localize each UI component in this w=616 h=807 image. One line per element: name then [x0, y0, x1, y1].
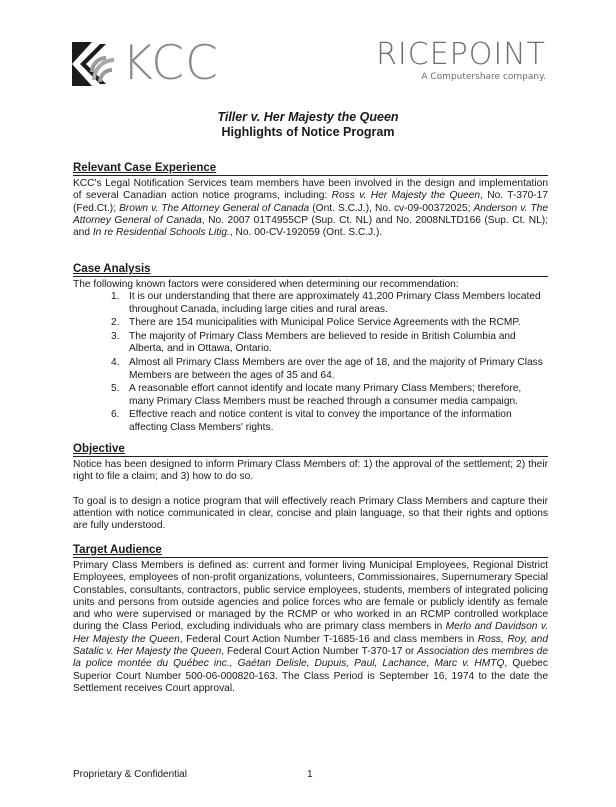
factor-number: 3.: [111, 331, 120, 343]
text-run: , Federal Court Action Number T-1685-16 and class members in: [179, 633, 478, 645]
document-title: [0, 110, 616, 140]
case-citation: Anderson v. The Attorney General of Canada: [73, 202, 548, 226]
factor-item: [73, 331, 548, 356]
case-citation: Brown v. The Attorney General of Canada: [119, 202, 310, 214]
factor-item: [73, 383, 548, 408]
section-target-audience: [73, 544, 548, 695]
factor-text: A reasonable effort cannot identify and locate many Primary Class Members; therefore, many Primary Class Members must be reached through a consumer media campaign.: [129, 383, 522, 407]
text-run: (Ont. S.C.J.), No. cv-09-00372025;: [309, 202, 474, 214]
factor-text: It is our understanding that there are approximately 41,200 Primary Class Members located throughout Canada, including large cities and rural areas.: [129, 291, 541, 315]
text-run: , Federal Court Action Number T-370-17 or: [221, 646, 418, 658]
section-case-analysis: [73, 263, 548, 436]
factor-text: The majority of Primary Class Members are believed to reside in British Columbia and Alberta, and in Ottawa, Ontario.: [129, 331, 516, 355]
case-citation: Ross, Roy, and Satalic v. Her Majesty the Queen: [73, 633, 549, 658]
factor-number: 2.: [111, 317, 120, 329]
relevant-case-experience-paragraph: [73, 178, 548, 239]
ricepoint-logo: [376, 38, 546, 82]
case-citation: Ross v. Her Majesty the Queen: [331, 190, 481, 202]
document-subtitle: Highlights of Notice Program: [221, 125, 395, 139]
case-citation: In re Residential Schools Litig.: [92, 227, 230, 239]
factor-item: [73, 317, 548, 329]
text-run: , No. 2007 01T4955CP (Sup. Ct. NL) and No. 2008NLTD166 (Sup. Ct. NL); and: [73, 214, 548, 239]
text-run: KCC's Legal Notification Services team members have been involved in the design and implementation of several Canadian action notice programs, including:: [73, 178, 548, 202]
ricepoint-tagline: A Computershare company.: [421, 72, 546, 82]
factor-item: [73, 357, 548, 382]
case-citation: Merlo and Davidson v. Her Majesty the Queen: [73, 621, 548, 645]
kcc-logo-text: KCC: [122, 36, 219, 91]
text-run: Primary Class Members is defined as: current and former living Municipal Employees, Regional District Employees, employees of non-profit organizations, volunteers, Commissionaires, Supernumerary Special Constables, consultants, contractors, public service employees, students, members of integrated policing units and persons from outside agencies and police forces who are female or publicly identify as female and who were supervised or managed by the RCMP or who worked in an RCMP controlled workplace during the Class Period, excluding individuals who are primary class members in: [73, 560, 548, 633]
text-run: , No. 00-CV-192059 (Ont. S.C.J.).: [229, 227, 383, 239]
factor-text: Effective reach and notice content is vital to convey the importance of the information affecting Class Members' rights.: [129, 409, 512, 433]
text-run: , Quebec Superior Court Number 500-06-000820-163. The Class Period is September 16, 1974 to the date the Settlement receives Court approval.: [73, 658, 548, 694]
factor-number: 6.: [111, 409, 120, 421]
footer-confidentiality: Proprietary & Confidential: [73, 769, 187, 780]
section-objective: [73, 443, 548, 532]
text-run: , No. T-370-17 (Fed.Ct.);: [73, 190, 548, 214]
kcc-logo: [72, 36, 219, 91]
case-citation: Association des membres de la police montée du Québec inc., Gaétan Delisle, Dupuis, Paul, Lachance, Marc v. HMTQ: [73, 646, 548, 670]
ricepoint-name: RICEPOINT: [376, 37, 546, 72]
section-heading: Case Analysis: [73, 263, 548, 277]
factor-item: [73, 409, 548, 434]
section-heading: Objective: [73, 443, 548, 457]
objective-paragraph-1: Notice has been designed to inform Primary Class Members of: 1) the approval of the settlement; 2) their right to file a claim; and 3) how to do so.: [73, 459, 548, 483]
factor-number: 1.: [111, 291, 120, 303]
section-heading: Target Audience: [73, 544, 548, 558]
section-heading: Relevant Case Experience: [73, 162, 548, 176]
factor-text: Almost all Primary Class Members are over the age of 18, and the majority of Primary Class Members are between the ages of 35 and 64.: [129, 357, 543, 381]
factor-item: [73, 291, 548, 316]
section-relevant-case-experience: [73, 162, 548, 239]
factor-number: 4.: [111, 357, 120, 369]
factors-list: [73, 291, 548, 434]
case-name-title: Tiller v. Her Majesty the Queen: [217, 110, 399, 124]
factor-text: There are 154 municipalities with Municipal Police Service Agreements with the RCMP.: [129, 317, 521, 329]
objective-paragraph-2: To goal is to design a notice program that will effectively reach Primary Class Members and capture their attention with notice communicated in clear, concise and plain language, so that their rights and options are fully understood.: [73, 495, 548, 532]
kcc-waves-icon: [72, 42, 116, 86]
target-audience-paragraph: [73, 560, 548, 695]
case-analysis-intro: The following known factors were considered when determining our recommendation:: [73, 279, 459, 290]
factor-number: 5.: [111, 383, 120, 395]
footer-page-number: 1: [307, 769, 313, 780]
